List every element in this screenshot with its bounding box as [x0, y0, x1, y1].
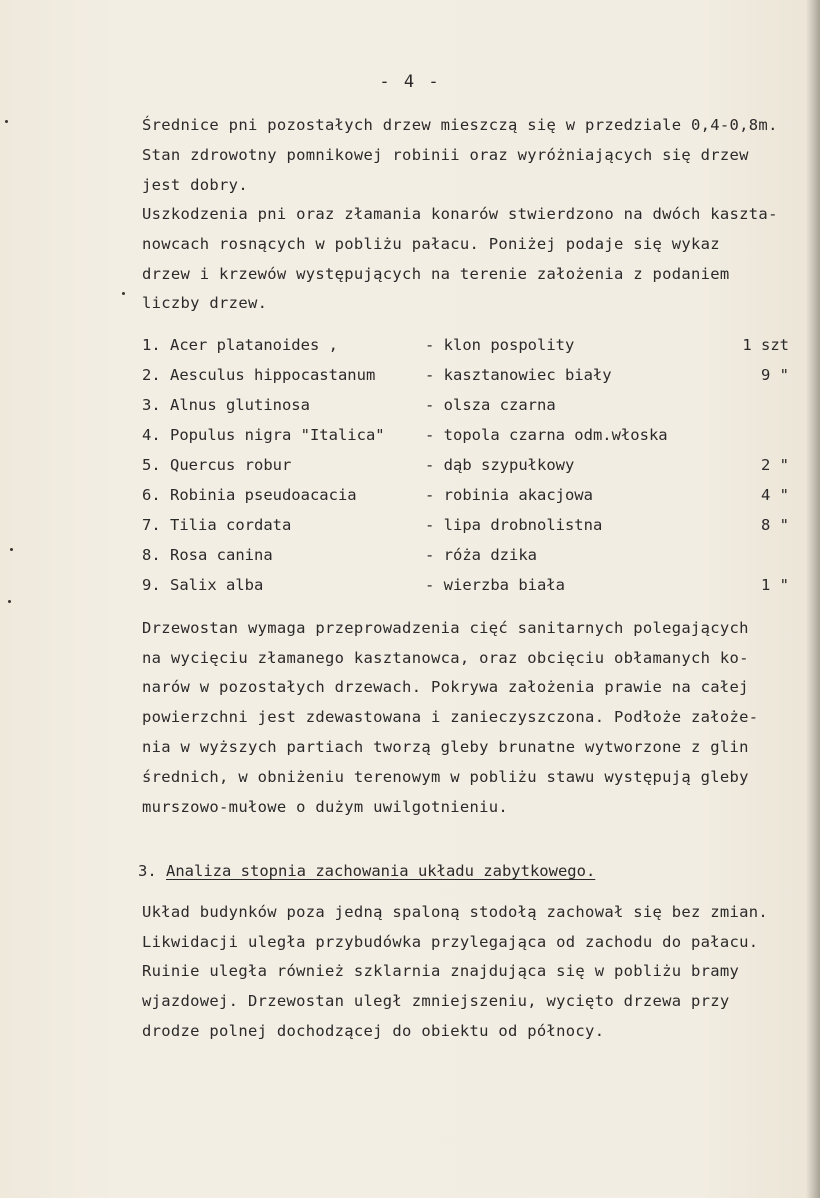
text-line: Stan zdrowotny pomnikowej robinii oraz wyróżniających się drzew — [142, 146, 749, 164]
list-item — [142, 456, 802, 478]
latin-name: 2. Aesculus hippocastanum — [142, 366, 376, 384]
polish-name: - robinia akacjowa — [425, 486, 593, 504]
polish-name: - topola czarna odm.włoska — [425, 426, 668, 444]
text-line: nia w wyższych partiach tworzą gleby brunatne wytworzone z glin — [142, 738, 749, 756]
text-line: Drzewostan wymaga przeprowadzenia cięć sanitarnych polegających — [142, 619, 749, 637]
text-line: drzew i krzewów występujących na terenie założenia z podaniem — [142, 265, 730, 283]
ink-mark — [122, 292, 125, 295]
text-line: drodze polnej dochodzącej do obiektu od północy. — [142, 1022, 605, 1040]
polish-name: - olsza czarna — [425, 396, 556, 414]
text-line: Układ budynków poza jedną spaloną stodołą zachował się bez zmian. — [142, 903, 769, 921]
list-item — [142, 426, 802, 448]
latin-name: 5. Quercus robur — [142, 456, 292, 474]
latin-name: 4. Populus nigra "Italica" — [142, 426, 385, 444]
latin-name: 9. Salix alba — [142, 576, 264, 594]
text-line: wjazdowej. Drzewostan uległ zmniejszeniu, wycięto drzewa przy — [142, 992, 730, 1010]
text-line: na wycięciu złamanego kasztanowca, oraz obcięciu obłamanych ko- — [142, 649, 749, 667]
polish-name: - wierzba biała — [425, 576, 565, 594]
ink-mark — [10, 548, 13, 551]
page-number: - 4 - — [379, 72, 441, 92]
latin-name: 3. Alnus glutinosa — [142, 396, 310, 414]
text-line: Średnice pni pozostałych drzew mieszczą się w przedziale 0,4-0,8m. — [142, 116, 778, 134]
text-line: Uszkodzenia pni oraz złamania konarów stwierdzono na dwóch kaszta- — [142, 205, 778, 223]
quantity: 1 " — [761, 576, 789, 594]
latin-name: 6. Robinia pseudoacacia — [142, 486, 357, 504]
text-line: liczby drzew. — [142, 294, 268, 312]
quantity: 2 " — [761, 456, 789, 474]
text-line: jest dobry. — [142, 176, 248, 194]
polish-name: - lipa drobnolistna — [425, 516, 603, 534]
text-line: Ruinie uległa również szklarnia znajdująca się w pobliżu bramy — [142, 962, 740, 980]
quantity: 9 " — [761, 366, 789, 384]
latin-name: 1. Acer platanoides , — [142, 336, 338, 354]
list-item — [142, 576, 802, 598]
list-item — [142, 396, 802, 418]
text-line: murszowo-mułowe o dużym uwilgotnieniu. — [142, 798, 509, 816]
polish-name: - róża dzika — [425, 546, 537, 564]
list-item — [142, 486, 802, 508]
text-line: nowcach rosnących w pobliżu pałacu. Poniżej podaje się wykaz — [142, 235, 720, 253]
list-item — [142, 546, 802, 568]
text-line: powierzchni jest zdewastowana i zanieczyszczona. Podłoże założe- — [142, 708, 759, 726]
polish-name: - dąb szypułkowy — [425, 456, 575, 474]
text-line: średnich, w obniżeniu terenowym w pobliżu stawu występują gleby — [142, 768, 749, 786]
ink-mark — [8, 600, 11, 603]
latin-name: 7. Tilia cordata — [142, 516, 292, 534]
text-line: Likwidacji uległa przybudówka przylegająca od zachodu do pałacu. — [142, 933, 759, 951]
section-title: Analiza stopnia zachowania układu zabytkowego. — [166, 862, 596, 880]
quantity: 8 " — [761, 516, 789, 534]
section-heading — [138, 862, 595, 880]
text-line: narów w pozostałych drzewach. Pokrywa założenia prawie na całej — [142, 678, 749, 696]
section-number: 3. — [138, 862, 157, 880]
quantity: 1 szt — [742, 336, 789, 354]
list-item — [142, 516, 802, 538]
list-item — [142, 366, 802, 388]
polish-name: - kasztanowiec biały — [425, 366, 612, 384]
ink-mark — [5, 120, 8, 123]
latin-name: 8. Rosa canina — [142, 546, 273, 564]
polish-name: - klon pospolity — [425, 336, 575, 354]
quantity: 4 " — [761, 486, 789, 504]
list-item — [142, 336, 802, 358]
